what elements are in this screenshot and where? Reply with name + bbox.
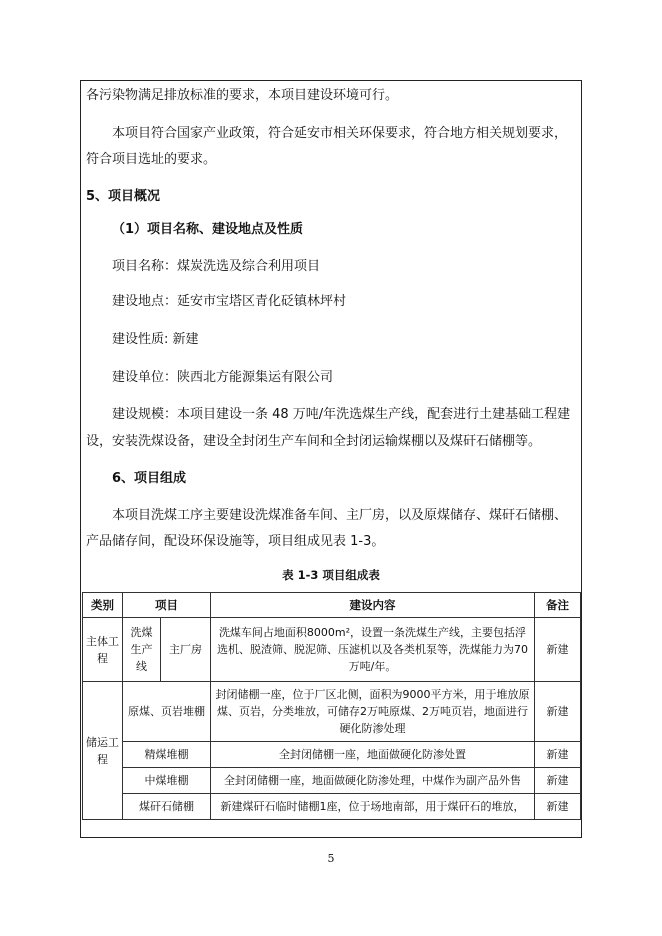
content-cell: 新建煤矸石临时储棚1座，位于场地南部，用于煤矸石的堆放，: [211, 794, 535, 820]
table-row: [83, 794, 581, 820]
section-6-text-line1: 本项目洗煤工序主要建设洗煤准备车间、主厂房，以及原煤储存、煤矸石储棚、: [112, 508, 568, 523]
item-cell: 主厂房: [161, 618, 211, 682]
paragraph-compliance-line2: 符合项目选址的要求。: [86, 152, 217, 167]
header-remark: 备注: [535, 593, 581, 618]
content-cell: 全封闭储棚一座，地面做硬化防渗处置: [211, 742, 535, 768]
category-cell: 主体工程: [83, 618, 123, 682]
remark-cell: 新建: [535, 794, 581, 820]
item-cell: 煤矸石储棚: [123, 794, 211, 820]
header-category: 类别: [83, 593, 123, 618]
sub-item-cell: 洗煤生产线: [123, 618, 161, 682]
remark-cell: 新建: [535, 618, 581, 682]
section-5-heading: 5、项目概况: [86, 189, 161, 204]
header-content: 建设内容: [211, 593, 535, 618]
remark-cell: 新建: [535, 742, 581, 768]
section-5-1-heading: （1）项目名称、建设地点及性质: [112, 222, 304, 237]
header-item: 项目: [123, 593, 211, 618]
table-row: [83, 742, 581, 768]
remark-cell: 新建: [535, 768, 581, 794]
project-scale-line2: 设，安装洗煤设备，建设全封闭生产车间和全封闭运输煤棚以及煤矸石储棚等。: [86, 434, 542, 449]
section-6-heading: 6、项目组成: [112, 471, 187, 486]
table-row: [83, 682, 581, 742]
table-caption: 表 1-3 项目组成表: [282, 568, 380, 582]
content-cell: 封闭储棚一座，位于厂区北侧，面积为9000平方米，用于堆放原煤、页岩，分类堆放，可储存2万吨原煤、2万吨页岩，地面进行硬化防渗处理: [211, 682, 535, 742]
project-composition-table: [82, 592, 581, 820]
content-cell: 全封闭储棚一座，地面做硬化防渗处理，中煤作为副产品外售: [211, 768, 535, 794]
category-cell: 储运工程: [83, 682, 123, 820]
project-name: 项目名称：煤炭洗选及综合利用项目: [112, 259, 321, 274]
table-header-row: [83, 593, 581, 618]
item-cell: 中煤堆棚: [123, 768, 211, 794]
project-scale-line1: 建设规模：本项目建设一条 48 万吨/年洗选煤生产线，配套进行土建基础工程建: [112, 407, 571, 422]
content-cell: 洗煤车间占地面积8000m²，设置一条洗煤生产线，主要包括浮选机、脱渣筛、脱泥筛、压滤机以及各类机泵等，洗煤能力为70万吨/年。: [211, 618, 535, 682]
section-6-text-line2: 产品储存间，配设环保设施等，项目组成见表 1-3。: [86, 534, 385, 549]
paragraph-conclusion: 各污染物满足排放标准的要求，本项目建设环境可行。: [86, 88, 399, 103]
table-row: [83, 618, 581, 682]
remark-cell: 新建: [535, 682, 581, 742]
page-number: 5: [327, 852, 335, 865]
project-nature: 建设性质: 新建: [112, 332, 199, 347]
item-cell: 原煤、页岩堆棚: [123, 682, 211, 742]
paragraph-compliance-line1: 本项目符合国家产业政策，符合延安市相关环保要求，符合地方相关规划要求，: [112, 126, 568, 141]
project-unit: 建设单位：陕西北方能源集运有限公司: [112, 370, 334, 385]
table-row: [83, 768, 581, 794]
item-cell: 精煤堆棚: [123, 742, 211, 768]
project-location: 建设地点：延安市宝塔区青化砭镇林坪村: [112, 294, 347, 309]
